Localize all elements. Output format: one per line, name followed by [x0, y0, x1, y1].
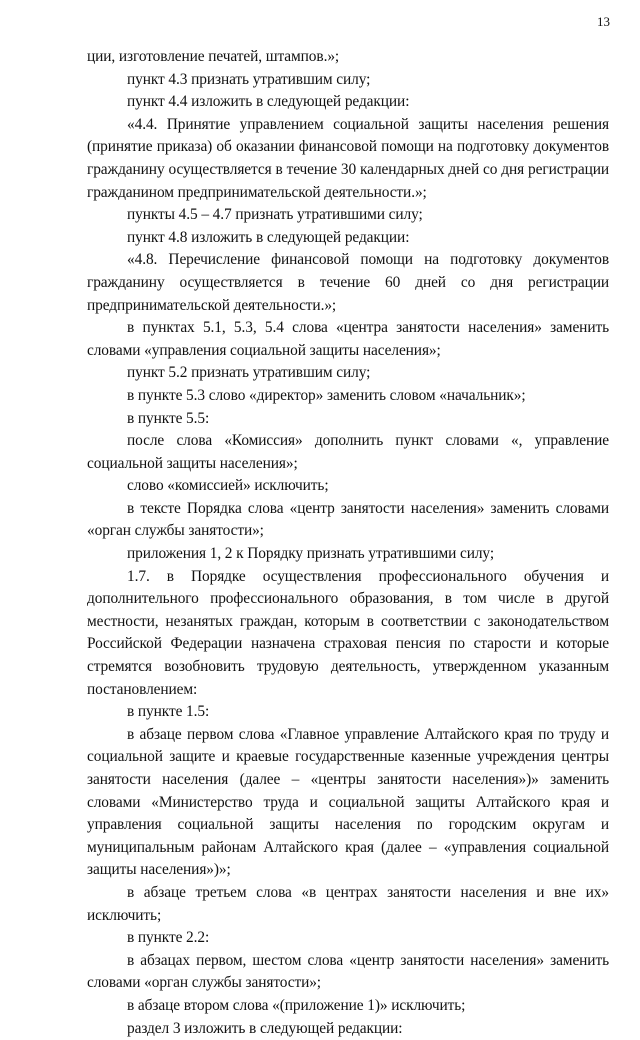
page-number: 13 [597, 14, 610, 29]
paragraph: пункт 4.3 признать утратившим силу; [127, 70, 371, 88]
paragraph: в абзацах первом, шестом слова «центр занятости населения» заменить словами «орган службы занятости»; [87, 951, 609, 992]
paragraph: в абзаце первом слова «Главное управление Алтайского края по труду и социальной защите и краевые государственные казенные учреждения центры занятости населения (далее – «центры занятости населения»)» заменить словами «Министерство труда и социальной защиты Алтайского края и управления социальной защиты населения по городским округам и муниципальным районам Алтайского края (далее – «управления социальной защиты населения»)»; [87, 725, 609, 879]
paragraph: ции, изготовление печатей, штампов.»; [87, 48, 340, 65]
paragraph: в абзаце третьем слова «в центрах занятости населения и вне их» исключить; [87, 883, 609, 924]
paragraph: пункт 4.8 изложить в следующей редакции: [127, 228, 410, 246]
paragraph: раздел 3 изложить в следующей редакции: [127, 1019, 403, 1037]
paragraph: в пунктах 5.1, 5.3, 5.4 слова «центра занятости населения» заменить словами «управления социальной защиты населения»; [87, 319, 609, 359]
paragraph: «4.8. Перечисление финансовой помощи на подготовку документов гражданину осуществляется в течение 60 дней со дня регистрации предпринимательской деятельности.»; [87, 251, 609, 314]
document-body [87, 46, 609, 1040]
paragraph: в пункте 2.2: [127, 929, 210, 947]
paragraph: в пункте 5.5: [127, 409, 210, 427]
paragraph: в тексте Порядка слова «центр занятости населения» заменить словами «орган службы занятости»; [87, 499, 609, 540]
paragraph: в абзаце втором слова «(приложение 1)» исключить; [127, 996, 466, 1014]
paragraph: приложения 1, 2 к Порядку признать утратившими силу; [127, 545, 495, 563]
paragraph: в пункте 5.3 слово «директор» заменить словом «начальник»; [127, 386, 526, 404]
paragraph: пункт 4.4 изложить в следующей редакции: [127, 93, 410, 111]
paragraph: в пункте 1.5: [127, 703, 210, 721]
paragraph: после слова «Комиссия» дополнить пункт словами «, управление социальной защиты населения»; [87, 432, 609, 472]
paragraph: слово «комиссией» исключить; [127, 477, 329, 495]
paragraph: «4.4. Принятие управлением социальной защиты населения решения (принятие приказа) об оказании финансовой помощи на подготовку документов гражданину осуществляется в течение 30 календарных дней со дня регистрации гражданином предпринимательской деятельности.»; [87, 115, 609, 201]
paragraph: пункт 5.2 признать утратившим силу; [127, 364, 371, 382]
paragraph: 1.7. в Порядке осуществления профессионального обучения и дополнительного профессионального образования, в том числе в другой местности, незанятых граждан, которым в соответствии с законодательством Российской Федерации назначена страховая пенсия по старости и которые стремятся возобновить трудовую деятельность, утвержденном указанным постановлением: [87, 567, 609, 698]
paragraph: пункты 4.5 – 4.7 признать утратившими силу; [127, 206, 423, 224]
